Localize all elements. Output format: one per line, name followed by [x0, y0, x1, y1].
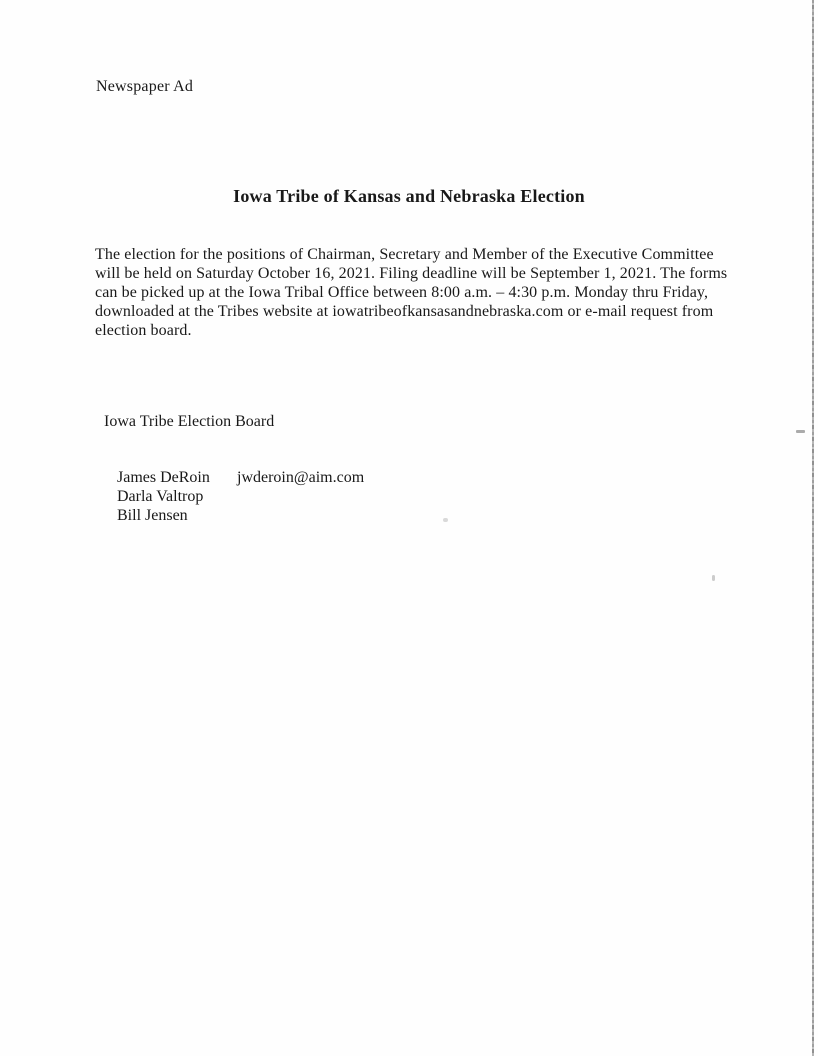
document-title: Iowa Tribe of Kansas and Nebraska Election	[233, 186, 585, 206]
paragraph-line: The election for the positions of Chairman, Secretary and Member of the Executive Committee	[95, 246, 714, 263]
scan-dash-artifact	[796, 430, 805, 433]
document-type-label: Newspaper Ad	[96, 78, 194, 95]
election-announcement-paragraph	[95, 245, 735, 340]
list-item	[117, 487, 210, 506]
member-name: Darla Valtrop	[117, 488, 204, 505]
election-board-member-list	[117, 468, 365, 525]
scan-speck-artifact	[443, 518, 448, 522]
paragraph-line: can be picked up at the Iowa Tribal Office between 8:00 a.m. – 4:30 p.m. Monday thru Friday,	[95, 284, 709, 301]
scan-edge-line-artifact	[812, 0, 814, 1056]
list-item	[117, 468, 365, 487]
paragraph-line: will be held on Saturday October 16, 2021. Filing deadline will be September 1, 2021. The forms	[95, 265, 728, 282]
member-email: jwderoin@aim.com	[237, 469, 365, 486]
paragraph-line: election board.	[95, 322, 192, 339]
member-name: James DeRoin	[117, 469, 210, 486]
election-board-heading: Iowa Tribe Election Board	[104, 413, 275, 430]
list-item	[117, 506, 210, 525]
paragraph-line: downloaded at the Tribes website at iowatribeofkansasandnebraska.com or e-mail request from	[95, 303, 714, 320]
member-name: Bill Jensen	[117, 507, 188, 524]
scan-speck-artifact	[712, 575, 715, 581]
